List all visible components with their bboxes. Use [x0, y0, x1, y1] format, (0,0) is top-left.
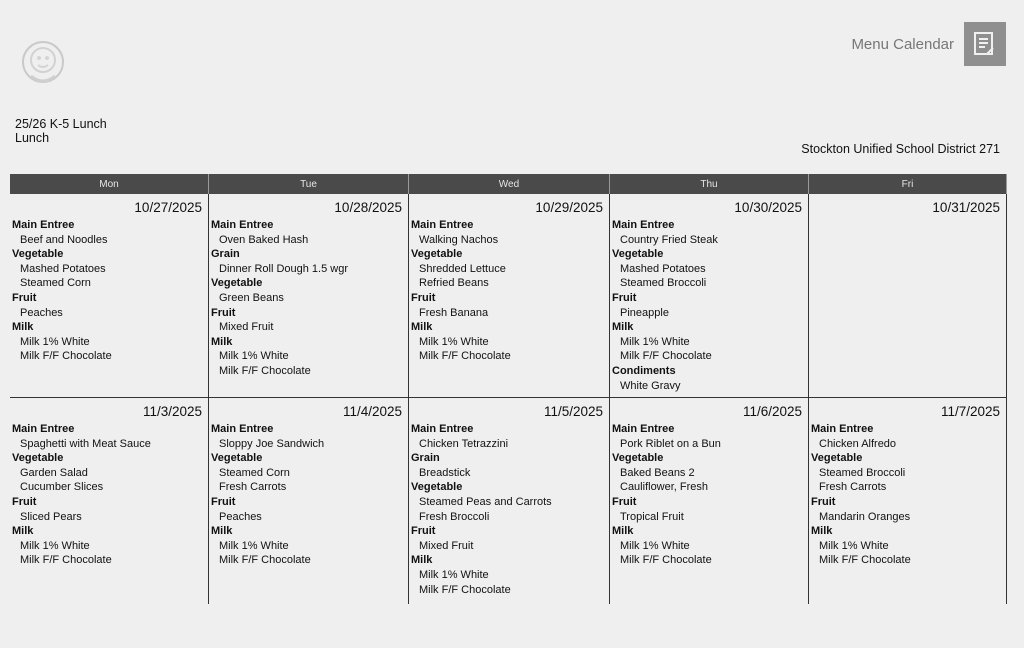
menu-item: Refried Beans [419, 277, 489, 290]
menu-category: Milk [411, 554, 433, 567]
menu-item: Sliced Pears [20, 510, 82, 523]
menu-title-line1: 25/26 K-5 Lunch [15, 117, 107, 131]
menu-item: Milk 1% White [20, 539, 90, 552]
menu-item: Mashed Potatoes [620, 262, 706, 275]
day-header-mon: Mon [10, 174, 209, 194]
menu-item: White Gravy [620, 379, 681, 392]
menu-item: Steamed Corn [20, 277, 91, 290]
menu-calendar-link[interactable]: Menu Calendar [851, 35, 954, 53]
menu-category: Milk [811, 525, 833, 538]
menu-item: Steamed Corn [219, 466, 290, 479]
menu-calendar-grid [10, 174, 1007, 604]
menu-title [15, 117, 107, 145]
day-cell [809, 194, 1007, 398]
menu-title-line2: Lunch [15, 131, 50, 145]
menu-item: Peaches [219, 510, 262, 523]
menu-category: Fruit [12, 495, 37, 508]
menu-item: Pork Riblet on a Bun [620, 437, 721, 450]
menu-category: Milk [612, 321, 634, 334]
day-date: 11/7/2025 [940, 404, 1000, 419]
menu-item: Spaghetti with Meat Sauce [20, 437, 151, 450]
day-cell [209, 194, 409, 398]
menu-category: Fruit [411, 291, 436, 304]
menu-category: Fruit [411, 525, 436, 538]
menu-item: Breadstick [419, 466, 471, 479]
day-header-fri: Fri [809, 174, 1007, 194]
menu-item: Steamed Peas and Carrots [419, 495, 552, 508]
menu-category: Vegetable [612, 248, 664, 261]
day-date: 11/5/2025 [543, 404, 603, 419]
menu-item: Fresh Banana [419, 306, 489, 319]
day-header-tue: Tue [209, 174, 409, 194]
day-date: 11/3/2025 [142, 404, 202, 419]
day-cell [610, 194, 809, 398]
menu-item: Mashed Potatoes [20, 262, 106, 275]
menu-item: Milk 1% White [219, 539, 289, 552]
menu-category: Main Entree [211, 219, 274, 231]
day-date: 10/30/2025 [734, 200, 802, 215]
menu-item: Cucumber Slices [20, 481, 104, 494]
day-date: 11/6/2025 [742, 404, 802, 419]
day-date: 10/29/2025 [535, 200, 603, 215]
day-cell [10, 194, 209, 398]
menu-category: Milk [12, 525, 34, 538]
menu-item: Milk F/F Chocolate [419, 350, 511, 363]
menu-category: Grain [411, 452, 440, 465]
day-date: 10/31/2025 [932, 200, 1000, 215]
menu-category: Fruit [12, 291, 37, 304]
day-cell [209, 398, 409, 604]
menu-category: Milk [12, 321, 34, 334]
menu-category: Fruit [612, 495, 637, 508]
menu-category: Main Entree [811, 423, 874, 435]
district-name: Stockton Unified School District 271 [801, 142, 1000, 156]
menu-item: Milk 1% White [419, 568, 489, 581]
menu-category: Milk [211, 335, 233, 348]
day-header-thu: Thu [610, 174, 809, 194]
menu-item: Milk F/F Chocolate [620, 350, 712, 363]
menu-item: Peaches [20, 306, 63, 319]
menu-item: Mandarin Oranges [819, 510, 911, 523]
day-date: 10/28/2025 [334, 200, 402, 215]
day-cell [409, 398, 610, 604]
menu-category: Main Entree [612, 423, 675, 435]
menu-item: Steamed Broccoli [819, 466, 906, 479]
menu-item: Milk F/F Chocolate [20, 554, 112, 567]
menu-item: Green Beans [219, 291, 284, 304]
menu-item: Fresh Broccoli [419, 510, 490, 523]
day-cell [809, 398, 1007, 604]
menu-category: Vegetable [12, 248, 64, 261]
menu-item: Milk 1% White [819, 539, 889, 552]
menu-item: Shredded Lettuce [419, 262, 506, 275]
menu-item: Cauliflower, Fresh [620, 481, 709, 494]
menu-item: Chicken Alfredo [819, 437, 897, 450]
menu-category: Vegetable [612, 452, 664, 465]
menu-category: Milk [411, 321, 433, 334]
menu-item: Milk F/F Chocolate [819, 554, 911, 567]
menu-item: Milk 1% White [419, 335, 489, 348]
day-header-wed: Wed [409, 174, 610, 194]
menu-item: Sloppy Joe Sandwich [219, 437, 325, 450]
menu-item: Oven Baked Hash [219, 233, 309, 246]
menu-item: Walking Nachos [419, 233, 499, 246]
menu-category: Fruit [211, 495, 236, 508]
menu-item: Baked Beans 2 [620, 466, 695, 479]
menu-category: Main Entree [12, 219, 75, 231]
menu-category: Grain [211, 248, 240, 261]
menu-item: Milk 1% White [620, 539, 690, 552]
menu-item: Milk F/F Chocolate [219, 364, 311, 377]
menu-category: Main Entree [411, 423, 474, 435]
menu-item: Pineapple [620, 306, 669, 319]
menu-category: Main Entree [211, 423, 274, 435]
menu-item: Milk 1% White [20, 335, 90, 348]
menu-category: Fruit [211, 306, 236, 319]
menu-category: Vegetable [411, 248, 463, 261]
menu-category: Vegetable [211, 277, 263, 290]
calendar-button[interactable] [964, 22, 1006, 66]
menu-item: Milk F/F Chocolate [620, 554, 712, 567]
menu-item: Steamed Broccoli [620, 277, 707, 290]
menu-category: Condiments [612, 364, 676, 377]
menu-category: Milk [612, 525, 634, 538]
menu-item: Chicken Tetrazzini [419, 437, 509, 450]
menu-item: Milk F/F Chocolate [419, 583, 511, 596]
menu-item: Fresh Carrots [219, 481, 287, 494]
menu-item: Mixed Fruit [219, 321, 274, 334]
menu-item: Milk F/F Chocolate [20, 350, 112, 363]
menu-category: Fruit [612, 291, 637, 304]
menu-category: Main Entree [12, 423, 75, 435]
menu-category: Milk [211, 525, 233, 538]
menu-item: Milk 1% White [219, 350, 289, 363]
menu-item: Tropical Fruit [620, 510, 684, 523]
menu-category: Fruit [811, 495, 836, 508]
menu-item: Milk 1% White [620, 335, 690, 348]
menu-item: Beef and Noodles [20, 233, 108, 246]
menu-category: Vegetable [211, 452, 263, 465]
menu-item: Milk F/F Chocolate [219, 554, 311, 567]
day-date: 11/4/2025 [342, 404, 402, 419]
menu-category: Vegetable [12, 452, 64, 465]
header-actions [851, 22, 1006, 66]
menu-category: Vegetable [811, 452, 863, 465]
day-cell [10, 398, 209, 604]
day-date: 10/27/2025 [134, 200, 202, 215]
menu-category: Vegetable [411, 481, 463, 494]
menu-category: Main Entree [612, 219, 675, 231]
calendar-notepad-icon [973, 31, 997, 57]
menu-item: Garden Salad [20, 466, 88, 479]
menu-item: Dinner Roll Dough 1.5 wgr [219, 262, 349, 275]
day-cell [610, 398, 809, 604]
menu-item: Mixed Fruit [419, 539, 474, 552]
menu-item: Fresh Carrots [819, 481, 887, 494]
day-cell [409, 194, 610, 398]
menu-category: Main Entree [411, 219, 474, 231]
district-seal-icon [18, 36, 68, 88]
menu-item: Country Fried Steak [620, 233, 718, 246]
